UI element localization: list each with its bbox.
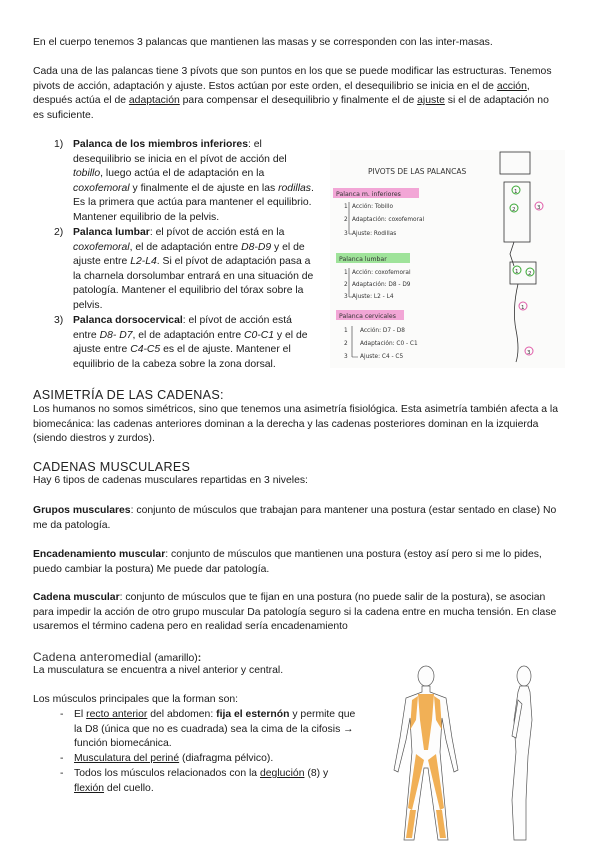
lever-item: 3) Palanca dorsocervical: el pívot de acción está entre D8- D7, el de adaptación entre C0-C1 y el de ajuste entre C4-C5 es el de ajuste. Mantener el equilibrio de la cabeza sobre la zona dorsal. bbox=[54, 315, 308, 370]
notes-title: PIVOTS DE LAS PALANCAS bbox=[368, 167, 467, 176]
definition-encadenamiento: Encadenamiento muscular: conjunto de músculos que mantienen una postura (estoy así pero si me lo pides, puedo cambiar la postura) Me puede dar patología. bbox=[33, 549, 542, 575]
svg-text:3: 3 bbox=[344, 231, 348, 237]
svg-text:3: 3 bbox=[344, 294, 348, 300]
am-lead: Los músculos principales que la forman son: bbox=[33, 694, 239, 705]
notes-group-label: Palanca m. inferiores bbox=[336, 191, 401, 198]
am-description: La musculatura se encuentra a nivel anterior y central. bbox=[33, 665, 284, 676]
list-item: - Todos los músculos relacionados con la deglución (8) y flexión del cuello. bbox=[60, 768, 329, 794]
intro-text: En el cuerpo tenemos 3 palancas que mantienen las masas y se corresponden con las inter-masas. bbox=[33, 37, 493, 48]
chains-heading: CADENAS MUSCULARES bbox=[33, 460, 191, 474]
svg-text:Acción: D7 - D8: Acción: D7 - D8 bbox=[360, 328, 405, 334]
am-title: Cadena anteromedial (amarillo): bbox=[33, 650, 202, 664]
svg-text:Acción: coxofemoral: Acción: coxofemoral bbox=[352, 270, 411, 276]
lever-item: 2) Palanca lumbar: el pívot de acción está en la coxofemoral, el de adaptación entre D8-D9 y el de ajuste entre L2-L4. Si el pívot de adaptación pasa a la charnela dorsolumbar entrará en una situación de patología. Mantener el equilibrio del tórax sobre la pelvis. bbox=[54, 227, 314, 311]
pivots-paragraph: Cada una de las palancas tiene 3 pívots que son puntos en los que se puede modificar las estructuras. Tenemos pivots de acción, adaptación y ajuste. Estos actúan por este orden, el desequilibrio se inicia en el de acción, después actúa el de adaptación para compensar el desequilibrio y finalmente el de ajuste si el de adaptación no es suficiente. bbox=[33, 66, 552, 121]
svg-text:Acción: Tobillo: Acción: Tobillo bbox=[352, 204, 394, 210]
notes-group-label: Palanca lumbar bbox=[339, 256, 387, 263]
definition-cadena: Cadena muscular: conjunto de músculos que te fijan en una postura (no puede salir de la postura), se asocian para impedir la acción de otro grupo muscular Da patología seguro si la cadena entre en mucha tensión. En clase usaremos el término cadena pero en realidad sería encadenamiento bbox=[33, 592, 557, 633]
list-item: - El recto anterior del abdomen: fija el esternón y permite que la D8 (única que no es cuadrada) sea la cima de la cifosis → función biomecánica. bbox=[60, 709, 356, 750]
svg-text:2: 2 bbox=[344, 217, 348, 223]
svg-text:1: 1 bbox=[344, 204, 348, 210]
svg-text:1: 1 bbox=[344, 328, 348, 334]
svg-text:1: 1 bbox=[344, 270, 348, 276]
svg-text:2: 2 bbox=[344, 341, 348, 347]
svg-text:Adaptación: coxofemoral: Adaptación: coxofemoral bbox=[352, 217, 425, 223]
ajuste-term: ajuste bbox=[417, 95, 445, 107]
asym-heading: ASIMETRÍA DE LAS CADENAS: bbox=[33, 388, 224, 402]
chains-intro: Hay 6 tipos de cadenas musculares repartidas en 3 niveles: bbox=[33, 475, 308, 486]
svg-text:Adaptación: C0 - C1: Adaptación: C0 - C1 bbox=[360, 341, 418, 347]
svg-text:2: 2 bbox=[344, 282, 348, 288]
pivots-notes-figure bbox=[330, 150, 565, 368]
svg-text:1: 1 bbox=[521, 305, 525, 311]
svg-text:1: 1 bbox=[515, 269, 519, 275]
svg-text:2: 2 bbox=[528, 271, 532, 277]
accion-term: acción bbox=[496, 80, 527, 92]
svg-text:Ajuste: C4 - C5: Ajuste: C4 - C5 bbox=[360, 354, 404, 360]
svg-text:1: 1 bbox=[514, 189, 518, 195]
svg-text:3: 3 bbox=[527, 350, 531, 356]
svg-text:Ajuste: L2 - L4: Ajuste: L2 - L4 bbox=[352, 294, 394, 300]
asym-body: Los humanos no somos simétricos, sino que tenemos una asimetría fisiológica. Esta asimetría también afecta a la biomecánica: las cadenas anteriores dominan a la derecha y las cadenas posteriores dominan en la izquierda (siendo diestros y zurdos). bbox=[33, 404, 558, 445]
svg-text:3: 3 bbox=[344, 354, 348, 360]
anteromedial-chain-figure bbox=[366, 660, 566, 842]
adaptacion-term: adaptación bbox=[128, 95, 180, 107]
notes-group-label: Palanca cervicales bbox=[339, 313, 396, 320]
svg-text:Ajuste: Rodillas: Ajuste: Rodillas bbox=[352, 231, 397, 237]
svg-text:Adaptación: D8 - D9: Adaptación: D8 - D9 bbox=[352, 282, 411, 288]
svg-text:2: 2 bbox=[512, 207, 516, 213]
lever-item: 1) Palanca de los miembros inferiores: el desequilibrio se inicia en el pívot de acción del tobillo, luego actúa el de adaptación en la coxofemoral y finalmente el de ajuste en las rodillas. Es la primera que actúa para mantener el equilibrio. Mantener equilibrio de la pelvis. bbox=[54, 139, 314, 223]
definition-groups: Grupos musculares: conjunto de músculos que trabajan para mantener una postura (estar sentado en clase) No me da patología. bbox=[33, 505, 557, 531]
svg-text:3: 3 bbox=[537, 205, 541, 211]
list-item: - Musculatura del periné (diafragma pélvico). bbox=[60, 753, 274, 764]
